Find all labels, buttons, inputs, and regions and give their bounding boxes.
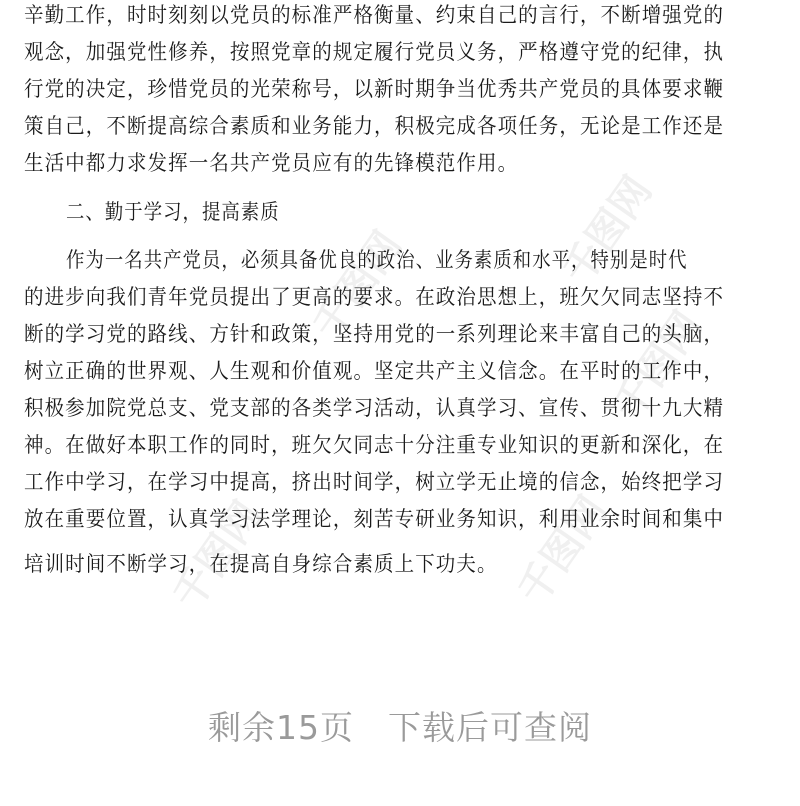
paragraph-line: 神。在做好本职工作的同时，班欠欠同志十分注重专业知识的更新和深化，在 <box>24 433 725 457</box>
paragraph-line: 辛勤工作，时时刻刻以党员的标准严格衡量、约束自己的言行，不断增强党的 <box>24 3 725 27</box>
watermark: 千图网 <box>164 493 272 618</box>
paragraph-line: 策自己，不断提高综合素质和业务能力，积极完成各项任务，无论是工作还是 <box>24 114 725 138</box>
watermark: 千图网 <box>304 223 412 348</box>
paragraph-line: 树立正确的世界观、人生观和价值观。坚定共产主义信念。在平时的工作中， <box>24 359 725 383</box>
paragraph-line: 断的学习党的路线、方针和政策，坚持用党的一系列理论来丰富自己的头脑， <box>24 322 725 346</box>
paragraph-line: 作为一名共产党员，必须具备优良的政治、业务素质和水平，特别是时代 <box>66 248 688 272</box>
paragraph-line: 积极参加院党总支、党支部的各类学习活动，认真学习、宣传、贯彻十九大精 <box>24 396 725 420</box>
watermark: 千图网 <box>604 303 712 428</box>
paragraph-line: 行党的决定，珍惜党员的光荣称号，以新时期争当优秀共产党员的具体要求鞭 <box>24 77 725 101</box>
watermark: 千图网 <box>509 488 617 613</box>
section-heading: 二、勤于学习，提高素质 <box>66 200 280 224</box>
remaining-pages-notice: 剩余15页 下载后可查阅 <box>208 708 592 747</box>
paragraph-line: 放在重要位置，认真学习法学理论，刻苦专研业务知识，利用业余时间和集中 <box>24 507 725 531</box>
paragraph-line: 的进步向我们青年党员提出了更高的要求。在政治思想上，班欠欠同志坚持不 <box>24 285 725 309</box>
paragraph-line: 培训时间不断学习，在提高自身综合素质上下功夫。 <box>24 552 498 576</box>
watermark: 千图网 <box>554 168 662 293</box>
paragraph-line: 观念，加强党性修养，按照党章的规定履行党员义务，严格遵守党的纪律，执 <box>24 40 725 64</box>
paragraph-line: 生活中都力求发挥一名共产党员应有的先锋模范作用。 <box>24 151 519 175</box>
paragraph-line: 工作中学习，在学习中提高，挤出时间学，树立学无止境的信念，始终把学习 <box>24 470 725 494</box>
